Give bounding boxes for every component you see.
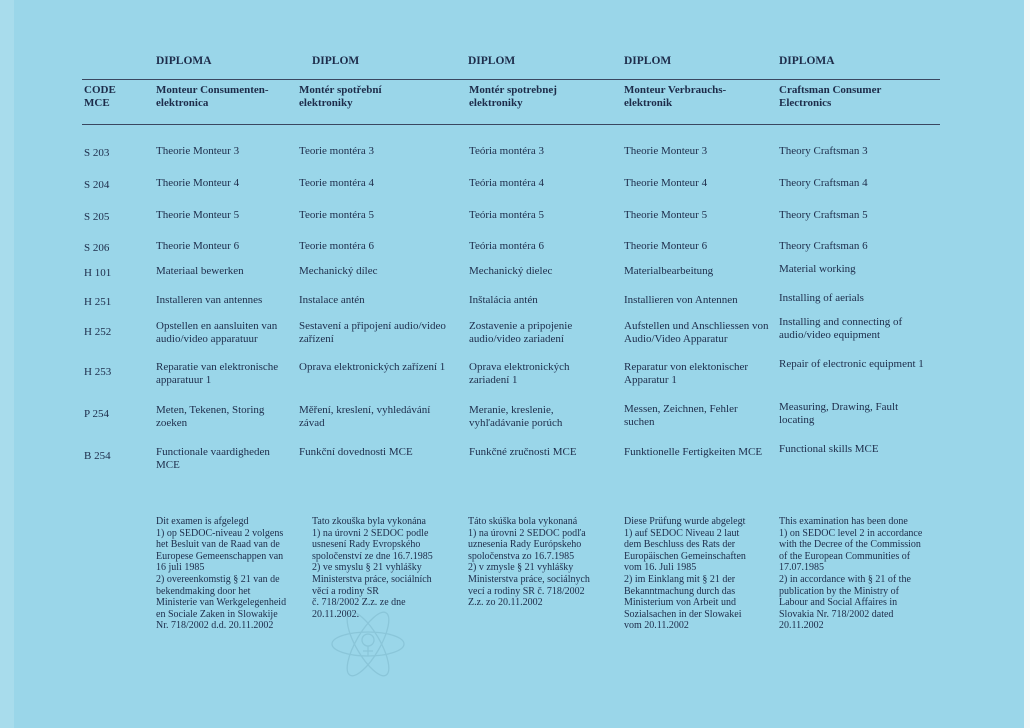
row-cell-dutch: Reparatie van elektronische apparatuur 1 [156, 361, 279, 386]
diploma-header-german: DIPLOM [624, 55, 672, 67]
row-cell-czech: Sestavení a připojení audio/video zařízení [299, 320, 446, 345]
row-code: B 254 [84, 450, 111, 462]
row-cell-dutch: Functionale vaardigheden MCE [156, 446, 270, 471]
exam-statement-german: Diese Prüfung wurde abgelegt 1) auf SEDOC Niveau 2 laut dem Beschluss des Rats der Europäischen Gemeinschaften vom 16. Juli 1985 2) im Einklang mit § 21 der Bekanntmachung durch das Ministerium von Arbeit und Sozialsachen in der Slowakei vom 20.11.2002 [624, 516, 746, 632]
exam-statement-czech: Tato zkouška byla vykonána 1) na úrovni 2 SEDOC podle usnesení Rady Evropského spoločenství ze dne 16.7.1985 2) ve smyslu § 21 vyhlášky Ministerstva práce, sociálních věcí a rodiny SR č. 718/2002 Z.z. ze dne 20.11.2002. [312, 516, 433, 620]
row-cell-english: Installing and connecting of audio/video equipment [779, 316, 903, 341]
row-cell-english: Theory Craftsman 4 [779, 177, 868, 189]
row-cell-dutch: Theorie Monteur 3 [156, 145, 240, 157]
code-header-line2: MCE [84, 97, 110, 109]
row-cell-dutch: Theorie Monteur 6 [156, 240, 240, 252]
row-cell-czech: Teorie montéra 4 [299, 177, 374, 189]
row-cell-czech: Oprava elektronických zařízení 1 [299, 361, 446, 373]
row-cell-german: Theorie Monteur 4 [624, 177, 708, 189]
row-cell-slovak: Meranie, kreslenie, vyhľadávanie porúch [469, 404, 563, 429]
row-cell-slovak: Mechanický dielec [469, 265, 553, 277]
row-cell-german: Theorie Monteur 5 [624, 209, 708, 221]
row-cell-czech: Mechanický dílec [299, 265, 378, 277]
column-title-line2: Electronics [779, 97, 832, 109]
row-code: H 252 [84, 326, 112, 338]
column-title-line1: Monteur Consumenten- [156, 84, 269, 96]
exam-statement-english: This examination has been done 1) on SEDOC level 2 in accordance with the Decree of the Commission of the European Communities of 17.07.1985 2) in accordance with § 21 of the publication by the Ministry of Labour and Social Affaires in Slovakia Nr. 718/2002 dated 20.11.2002 [779, 516, 923, 632]
row-code: P 254 [84, 408, 109, 420]
row-cell-czech: Měření, kreslení, vyhledávání závad [299, 404, 431, 429]
row-cell-dutch: Opstellen en aansluiten van audio/video apparatuur [156, 320, 278, 345]
column-title-line1: Craftsman Consumer [779, 84, 882, 96]
column-title-dutch [156, 84, 269, 110]
row-code: H 101 [84, 267, 112, 279]
row-cell-czech: Funkční dovednosti MCE [299, 446, 413, 458]
row-cell-slovak: Inštalácia antén [469, 294, 538, 306]
row-cell-czech: Instalace antén [299, 294, 365, 306]
row-cell-dutch: Theorie Monteur 5 [156, 209, 240, 221]
atom-emblem-icon [327, 610, 409, 678]
column-title-line2: elektronik [624, 97, 673, 109]
paper-edge-left [0, 0, 14, 728]
column-title-slovak [469, 84, 557, 110]
row-code: S 203 [84, 147, 110, 159]
row-cell-dutch: Theorie Monteur 4 [156, 177, 240, 189]
row-cell-czech: Teorie montéra 3 [299, 145, 374, 157]
diploma-header-czech: DIPLOM [312, 55, 360, 67]
row-cell-german: Theorie Monteur 6 [624, 240, 708, 252]
row-cell-german: Reparatur von elektonischer Apparatur 1 [624, 361, 749, 386]
row-cell-english: Material working [779, 263, 856, 275]
row-cell-english: Measuring, Drawing, Fault locating [779, 401, 899, 426]
row-cell-english: Installing of aerials [779, 292, 864, 304]
column-title-english [779, 84, 881, 110]
row-cell-english: Theory Craftsman 6 [779, 240, 868, 252]
diploma-header-english: DIPLOMA [779, 55, 835, 67]
row-cell-german: Aufstellen und Anschliessen von Audio/Video Apparatur [624, 320, 769, 345]
column-title-line1: Montér spotrebnej [469, 84, 557, 96]
row-code: S 205 [84, 211, 110, 223]
row-code: S 206 [84, 242, 110, 254]
row-code: H 253 [84, 366, 112, 378]
row-cell-slovak: Zostavenie a pripojenie audio/video zariadení [469, 320, 573, 345]
row-cell-english: Theory Craftsman 3 [779, 145, 868, 157]
row-cell-slovak: Teória montéra 4 [469, 177, 544, 189]
row-cell-german: Installieren von Antennen [624, 294, 738, 306]
column-title-line1: Montér spotřební [299, 84, 382, 96]
row-cell-english: Functional skills MCE [779, 443, 879, 455]
paper-edge-right [1024, 0, 1030, 728]
row-code: S 204 [84, 179, 110, 191]
row-cell-czech: Teorie montéra 6 [299, 240, 374, 252]
row-cell-slovak: Oprava elektronických zariadení 1 [469, 361, 570, 386]
row-code: H 251 [84, 296, 112, 308]
row-cell-english: Repair of electronic equipment 1 [779, 358, 924, 370]
header-rule-bottom [82, 124, 940, 125]
row-cell-german: Messen, Zeichnen, Fehler suchen [624, 403, 738, 428]
diploma-header-slovak: DIPLOM [468, 55, 516, 67]
code-header-line1: CODE [84, 84, 116, 96]
column-title-german [624, 84, 726, 110]
row-cell-czech: Teorie montéra 5 [299, 209, 374, 221]
column-title-czech [299, 84, 382, 110]
column-title-line2: elektronica [156, 97, 209, 109]
row-cell-slovak: Teória montéra 6 [469, 240, 544, 252]
row-cell-dutch: Installeren van antennes [156, 294, 263, 306]
row-cell-german: Theorie Monteur 3 [624, 145, 708, 157]
exam-statement-slovak: Táto skúška bola vykonaná 1) na úrovni 2 SEDOC podľa uznesenia Rady Európskeho spoločenstva zo 16.7.1985 2) v zmysle § 21 vyhlášky Ministerstva práce, sociálnych vecí a rodiny SR č. 718/2002 Z.z. zo 20.11.2002 [468, 516, 590, 609]
row-cell-german: Materialbearbeitung [624, 265, 714, 277]
exam-statement-dutch: Dit examen is afgelegd 1) op SEDOC-niveau 2 volgens het Besluit van de Raad van de Europese Gemeenschappen van 16 juli 1985 2) overeenkomstig § 21 van de bekendmaking door het Ministerie van Werkgelegenheid en Sociale Zaken in Slowakije Nr. 718/2002 d.d. 20.11.2002 [156, 516, 287, 632]
row-cell-slovak: Teória montéra 5 [469, 209, 544, 221]
row-cell-dutch: Materiaal bewerken [156, 265, 244, 277]
diploma-header-dutch: DIPLOMA [156, 55, 212, 67]
header-rule-top [82, 79, 940, 80]
row-cell-slovak: Teória montéra 3 [469, 145, 544, 157]
row-cell-slovak: Funkčné zručnosti MCE [469, 446, 577, 458]
row-cell-dutch: Meten, Tekenen, Storing zoeken [156, 404, 265, 429]
code-column-header [84, 84, 116, 110]
column-title-line2: elektroniky [299, 97, 353, 109]
column-title-line1: Monteur Verbrauchs- [624, 84, 727, 96]
row-cell-german: Funktionelle Fertigkeiten MCE [624, 446, 763, 458]
column-title-line2: elektroniky [469, 97, 523, 109]
row-cell-english: Theory Craftsman 5 [779, 209, 868, 221]
